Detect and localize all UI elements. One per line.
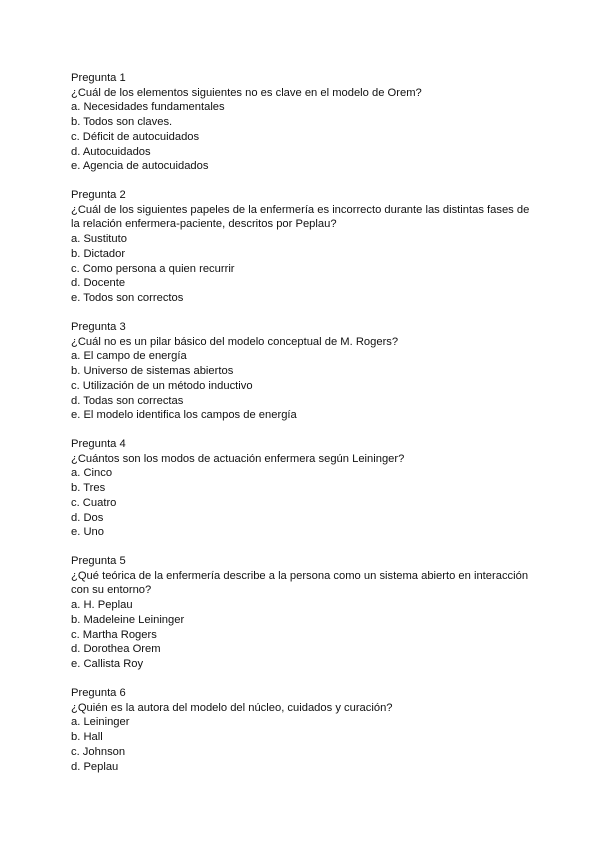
answer-option-c: c. Utilización de un método inductivo — [71, 379, 253, 392]
question-text: ¿Qué teórica de la enfermería describe a la persona como un sistema abierto en interacción con su entorno? — [71, 569, 529, 597]
answer-option-c: c. Martha Rogers — [71, 628, 157, 641]
question-text: ¿Cuál no es un pilar básico del modelo conceptual de M. Rogers? — [71, 335, 399, 348]
question-2 — [71, 188, 531, 306]
answer-option-a: a. Cinco — [71, 467, 113, 480]
answer-option-b: b. Todos son claves. — [71, 116, 173, 129]
answer-option-d: d. Autocuidados — [71, 145, 151, 158]
answer-option-d: d. Peplau — [71, 760, 119, 773]
question-heading: Pregunta 5 — [71, 555, 126, 567]
answer-option-a: a. Necesidades fundamentales — [71, 101, 225, 114]
answer-option-d: d. Dos — [71, 511, 104, 524]
answer-option-b: b. Universo de sistemas abiertos — [71, 365, 234, 378]
question-heading: Pregunta 2 — [71, 189, 126, 201]
question-1 — [71, 71, 531, 174]
question-6 — [71, 686, 531, 774]
question-heading: Pregunta 6 — [71, 687, 126, 699]
answer-option-e: e. Todos son correctos — [71, 291, 184, 304]
answer-option-b: b. Tres — [71, 482, 106, 495]
answer-option-e: e. Callista Roy — [71, 657, 144, 670]
question-text: ¿Cuántos son los modos de actuación enfermera según Leininger? — [71, 452, 405, 465]
question-text: ¿Quién es la autora del modelo del núcleo, cuidados y curación? — [71, 701, 393, 714]
answer-option-e: e. Uno — [71, 526, 104, 539]
question-heading: Pregunta 1 — [71, 72, 126, 84]
answer-option-d: d. Dorothea Orem — [71, 643, 161, 656]
answer-option-b: b. Hall — [71, 731, 103, 744]
answer-option-b: b. Dictador — [71, 247, 126, 260]
answer-option-c: c. Déficit de autocuidados — [71, 130, 200, 143]
answer-option-a: a. El campo de energía — [71, 350, 187, 363]
question-text: ¿Cuál de los siguientes papeles de la enfermería es incorrecto durante las distintas fases de la relación enfermera-paciente, descritos por Peplau? — [71, 203, 530, 231]
answer-option-b: b. Madeleine Leininger — [71, 613, 185, 626]
answer-option-d: d. Todas son correctas — [71, 394, 184, 407]
answer-option-a: a. H. Peplau — [71, 599, 133, 612]
answer-option-a: a. Leininger — [71, 716, 130, 729]
answer-option-e: e. Agencia de autocuidados — [71, 160, 209, 173]
answer-option-a: a. Sustituto — [71, 233, 127, 246]
question-heading: Pregunta 4 — [71, 438, 126, 450]
answer-option-c: c. Cuatro — [71, 496, 117, 509]
answer-option-c: c. Johnson — [71, 745, 126, 758]
question-3 — [71, 320, 531, 423]
answer-option-d: d. Docente — [71, 277, 126, 290]
question-5 — [71, 554, 531, 672]
answer-option-e: e. El modelo identifica los campos de energía — [71, 409, 297, 422]
question-4 — [71, 437, 531, 540]
question-heading: Pregunta 3 — [71, 321, 126, 333]
question-text: ¿Cuál de los elementos siguientes no es clave en el modelo de Orem? — [71, 86, 422, 99]
answer-option-c: c. Como persona a quien recurrir — [71, 262, 235, 275]
